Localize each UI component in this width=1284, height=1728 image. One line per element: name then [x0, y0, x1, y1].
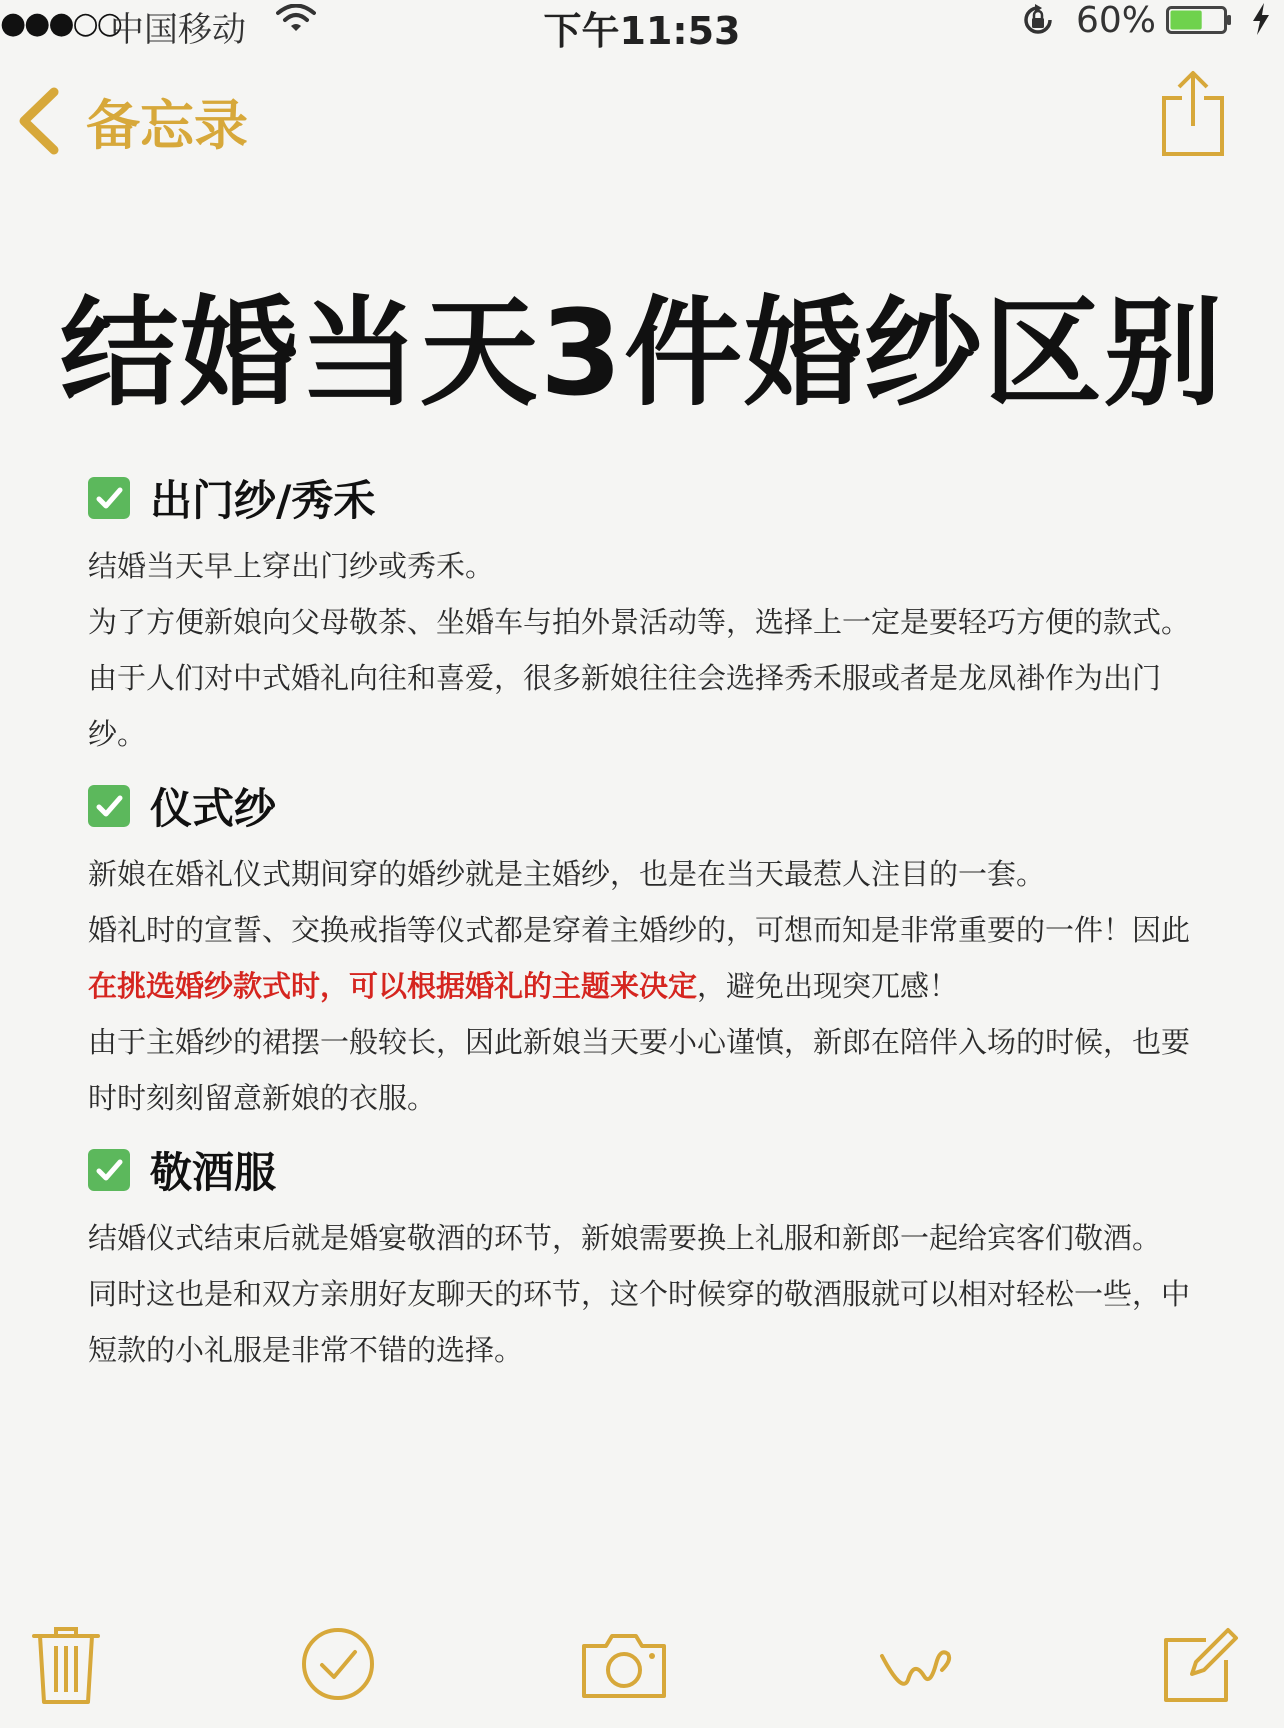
back-label: 备忘录: [86, 93, 248, 157]
clock: 下午11:53: [543, 9, 741, 53]
rotation-lock-icon: [1020, 2, 1056, 38]
paragraph: 由于人们对中式婚礼向往和喜爱，很多新娘往往会选择秀禾服或者是龙凤褂作为出门纱。: [88, 661, 1162, 751]
section-heading: [88, 1140, 1198, 1200]
signal-strength: ●●●○○: [0, 6, 121, 41]
paragraph: 为了方便新娘向父母敬茶、坐婚车与拍外景活动等，选择上一定是要轻巧方便的款式。: [88, 605, 1191, 639]
highlighted-text: 在挑选婚纱款式时，可以根据婚礼的主题来决定: [88, 969, 698, 1003]
paragraph: [88, 902, 1198, 1014]
paragraph: 结婚仪式结束后就是婚宴敬酒的环节，新娘需要换上礼服和新郎一起给宾客们敬酒。: [88, 1221, 1162, 1255]
note-title: 结婚当天3件婚纱区别: [59, 284, 1225, 422]
section-heading-text: 出门纱/秀禾: [150, 476, 376, 525]
section-heading-text: 敬酒服: [150, 1148, 277, 1197]
bottom-toolbar: [0, 1610, 1284, 1720]
paragraph: 由于主婚纱的裙摆一般较长，因此新娘当天要小心谨慎，新郎在陪伴入场的时候，也要时时刻刻留意新娘的衣服。: [88, 1025, 1191, 1115]
note-body[interactable]: [88, 468, 1198, 1392]
note-section: [88, 468, 1198, 762]
compose-icon[interactable]: [1160, 1624, 1240, 1704]
paragraph: 同时这也是和双方亲朋好友聊天的环节，这个时候穿的敬酒服就可以相对轻松一些，中短款的小礼服是非常不错的选择。: [88, 1277, 1191, 1367]
paragraph: 结婚当天早上穿出门纱或秀禾。: [88, 549, 495, 583]
back-button[interactable]: [16, 86, 248, 156]
section-heading: [88, 776, 1198, 836]
paragraph-text: 婚礼时的宣誓、交换戒指等仪式都是穿着主婚纱的，可想而知是非常重要的一件！因此: [88, 913, 1191, 947]
section-heading-text: 仪式纱: [150, 784, 277, 833]
note-section: [88, 1140, 1198, 1378]
status-bar: [0, 0, 1284, 53]
trash-icon[interactable]: [26, 1624, 106, 1704]
chevron-left-icon: [16, 87, 62, 155]
section-heading: [88, 468, 1198, 528]
carrier-name: 中国移动: [110, 10, 246, 50]
share-icon[interactable]: [1160, 70, 1226, 158]
checklist-icon[interactable]: [298, 1624, 378, 1704]
note-section: [88, 776, 1198, 1126]
battery-percent: 60%: [1076, 0, 1157, 41]
checkmark-icon: [88, 1149, 130, 1191]
sketch-icon[interactable]: [876, 1624, 956, 1704]
camera-icon[interactable]: [578, 1624, 670, 1704]
checkmark-icon: [88, 477, 130, 519]
battery-icon: [1166, 6, 1232, 34]
paragraph-text: ，避免出现突兀感！: [697, 969, 959, 1003]
paragraph: 新娘在婚礼仪式期间穿的婚纱就是主婚纱，也是在当天最惹人注目的一套。: [88, 857, 1046, 891]
checkmark-icon: [88, 785, 130, 827]
charging-bolt-icon: [1250, 2, 1272, 36]
